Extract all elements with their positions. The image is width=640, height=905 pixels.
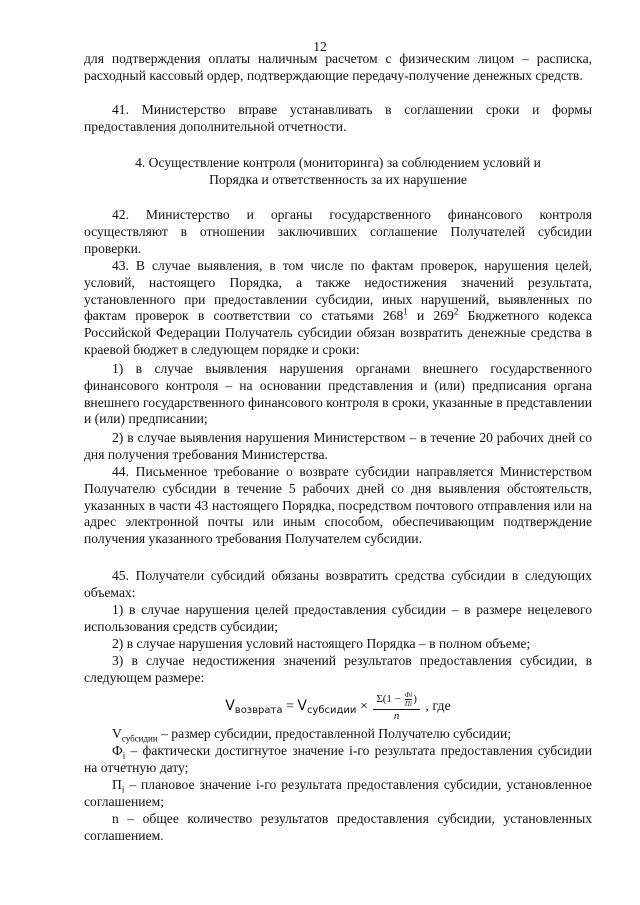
paragraph-42: 42. Министерство и органы государственного финансового контроля осуществляют в отношении заключивших соглашение Получателей субсидии проверки. [84, 207, 592, 256]
definition-n: n – общее количество результатов предоставления субсидии, установленных соглашением. [84, 811, 592, 843]
paragraph-45-item-3: 3) в случае недостижения значений результатов предоставления субсидии, в следующем размере: [84, 653, 592, 685]
definition-phi: $Ф_i$ – фактически достигнутое значение i-го результата предоставления субсидии на отчетную дату; [84, 743, 592, 775]
definition-v-subsidy: $V_{субсидии}$ – размер субсидии, предоставленной Получателю субсидии; [112, 726, 512, 744]
section-title-line-1: 4. Осуществление контроля (мониторинга) за соблюдением условий и [135, 155, 541, 170]
paragraph-43-item-2: 2) в случае выявления нарушения Министерством – в течение 20 рабочих дней со дня получения требования Министерства. [84, 430, 592, 462]
formula-fraction: Σ(1 − $\frac{Фi}{Пi}$ ) n [373, 691, 420, 723]
paragraph-continuation: для подтверждения оплаты наличным расчетом с физическим лицом – расписка, расходный кассовый ордер, подтверждающие передачу-получение денежных средств. [84, 51, 592, 83]
section-heading [84, 155, 592, 189]
paragraph-43: 43. В случае выявления, в том числе по фактам проверок, нарушения целей, условий, настоящего Порядка, а также недостижения значений результата, установленного при предоставлении субсидии, иных нарушений, выявленных по фактам проверок в соответствии со статьями $268^1$ и $269^2$ Бюджетного кодекса Российской Федерации Получатель субсидии обязан возвратить денежные средства в краевой бюджет в следующем порядке и сроки: [84, 258, 593, 357]
refund-formula: $V_{возврата} = V_{субсидии}$ × Σ(1 − $\frac{Фi}{Пi}$ ) n , где [225, 691, 451, 722]
definition-pi: $П_i$ – плановое значение i-го результата предоставления субсидии, установленное соглашением; [84, 777, 592, 809]
paragraph-45: 45. Получатели субсидий обязаны возвратить средства субсидии в следующих объемах: [84, 568, 592, 600]
paragraph-44: 44. Письменное требование о возврате субсидии направляется Министерством Получателю субсидии в течение 5 рабочих дней со дня выявления обстоятельств, указанных в части 43 настоящего Порядка, посредством почтового отправления или на адрес электронной почты или иным способом, обеспечивающим подтверждение получения указанного требования Получателем субсидии. [84, 464, 592, 547]
paragraph-41: 41. Министерство вправе устанавливать в соглашении сроки и формы предоставления дополнительной отчетности. [84, 102, 592, 134]
paragraph-45-item-2: 2) в случае нарушения условий настоящего Порядка – в полном объеме; [112, 636, 531, 651]
page-number: 12 [313, 39, 327, 54]
paragraph-45-item-1: 1) в случае нарушения целей предоставления субсидии – в размере нецелевого использования средств субсидии; [84, 602, 592, 634]
paragraph-43-item-1: 1) в случае выявления нарушения органами внешнего государственного финансового контроля – на основании представления и (или) предписания органа внешнего государственного финансового контроля в сроки, указанные в представлении и (или) предписании; [84, 361, 592, 427]
section-title-line-2: Порядка и ответственность за их нарушение [209, 171, 467, 187]
